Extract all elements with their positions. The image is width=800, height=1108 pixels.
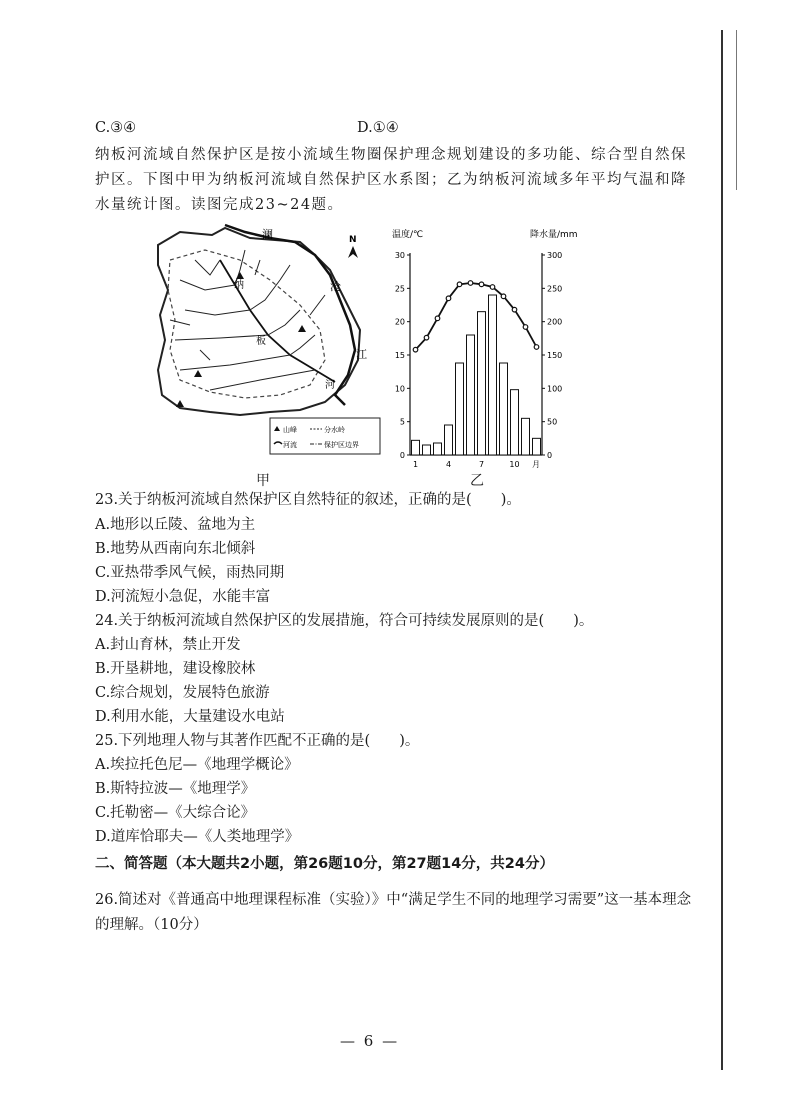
precipitation-bar xyxy=(412,440,420,455)
tributaries xyxy=(170,250,325,390)
q23-option-d: D.河流短小急促，水能丰富 xyxy=(95,589,271,605)
left-tick-label: 0 xyxy=(399,451,405,460)
legend-peak: 山峰 xyxy=(283,426,297,434)
temperature-point xyxy=(457,282,462,287)
protected-area-boundary xyxy=(168,250,325,398)
map-char-3: 江 xyxy=(356,348,367,361)
precipitation-bar xyxy=(478,312,486,455)
q24-stem: 24.关于纳板河流域自然保护区的发展措施，符合可持续发展原则的是( )。 xyxy=(95,613,594,629)
q23-option-b: B.地势从西南向东北倾斜 xyxy=(95,541,256,557)
precipitation-bar xyxy=(423,445,431,455)
scan-edge-line-secondary xyxy=(736,30,737,190)
temperature-point xyxy=(435,316,440,321)
map-legend xyxy=(270,418,380,454)
map-char-4: 纳 xyxy=(234,280,244,291)
right-tick-label: 50 xyxy=(547,417,558,427)
temperature-point xyxy=(523,325,528,330)
q25-option-a: A.埃拉托色尼—《地理学概论》 xyxy=(95,757,299,773)
map-char-1: 澜 xyxy=(262,228,273,241)
x-tick-label: 7 xyxy=(478,460,485,469)
q25-option-d: D.道库恰耶夫—《人类地理学》 xyxy=(95,829,300,845)
left-tick-label: 30 xyxy=(394,251,405,260)
precipitation-bar xyxy=(434,443,442,455)
temperature-point xyxy=(501,294,506,299)
q24-option-a: A.封山育林，禁止开发 xyxy=(95,637,241,653)
option-c-prev: C.③④ xyxy=(95,120,137,136)
precipitation-bar xyxy=(489,295,497,455)
left-tick-label: 15 xyxy=(394,351,405,360)
left-tick-label: 25 xyxy=(394,284,405,294)
temperature-point xyxy=(424,335,429,340)
right-tick-label: 0 xyxy=(547,451,553,460)
q25-stem: 25.下列地理人物与其著作匹配不正确的是( )。 xyxy=(95,733,420,749)
climate-chart xyxy=(380,225,580,473)
temperature-point xyxy=(534,345,539,350)
precipitation-bar xyxy=(522,418,530,455)
right-tick-label: 150 xyxy=(547,351,563,360)
chart-caption: 乙 xyxy=(470,473,484,489)
temperature-point xyxy=(512,307,517,312)
q23-option-c: C.亚热带季风气候，雨热同期 xyxy=(95,565,285,581)
q26-text: 26.简述对《普通高中地理课程标准（实验）》中“满足学生不同的地理学习需要”这一基本理念的理解。（10分） xyxy=(95,892,692,933)
right-tick-label: 300 xyxy=(547,251,563,260)
precipitation-bar xyxy=(467,335,475,455)
precipitation-bar xyxy=(456,363,464,455)
right-tick-label: 200 xyxy=(547,317,563,327)
temperature-point xyxy=(413,347,418,352)
map-char-6: 河 xyxy=(325,380,335,391)
legend-river: 河流 xyxy=(283,441,297,449)
option-d-prev: D.①④ xyxy=(357,120,399,136)
right-tick-label: 100 xyxy=(547,384,563,394)
precipitation-bar xyxy=(511,390,519,455)
q25-option-c: C.托勒密—《大综合论》 xyxy=(95,805,256,821)
chart-ylabel-left: 温度/℃ xyxy=(392,230,424,240)
right-tick-label: 250 xyxy=(547,284,563,294)
precipitation-bar xyxy=(533,438,541,455)
left-tick-label: 5 xyxy=(399,417,405,427)
x-tick-label: 1 xyxy=(412,460,419,469)
x-tick-label: 4 xyxy=(445,460,452,469)
chart-ylabel-right: 降水量/mm xyxy=(530,230,578,240)
map-caption: 甲 xyxy=(256,473,270,489)
legend-boundary: 保护区边界 xyxy=(324,441,359,449)
map-char-5: 板 xyxy=(256,336,266,347)
left-tick-label: 10 xyxy=(394,384,405,394)
section-heading: 二、简答题（本大题共2小题，第26题10分，第27题14分，共24分） xyxy=(95,856,554,872)
north-label: N xyxy=(349,235,357,245)
q25-option-b: B.斯特拉波—《地理学》 xyxy=(95,781,256,797)
river-system-map xyxy=(150,220,386,460)
temperature-line xyxy=(416,283,537,350)
scan-edge-line xyxy=(721,30,723,1070)
q24-option-b: B.开垦耕地，建设橡胶林 xyxy=(95,661,256,677)
q24-option-d: D.利用水能，大量建设水电站 xyxy=(95,709,285,725)
q23-stem: 23.关于纳板河流域自然保护区自然特征的叙述，正确的是( )。 xyxy=(95,492,521,508)
map-char-2: 沧 xyxy=(330,280,341,293)
q23-option-a: A.地形以丘陵、盆地为主 xyxy=(95,517,256,533)
temperature-point xyxy=(490,285,495,290)
temperature-point xyxy=(468,281,473,286)
precipitation-bar xyxy=(445,425,453,455)
precipitation-bar xyxy=(500,363,508,455)
intro-paragraph: 纳板河流域自然保护区是按小流域生物圈保护理念规划建设的多功能、综合型自然保护区。下图中甲为纳板河流域自然保护区水系图；乙为纳板河流域多年平均气温和降水量统计图。读图完成23~24题。 xyxy=(95,147,687,213)
q24-option-c: C.综合规划，发展特色旅游 xyxy=(95,685,270,701)
left-tick-label: 20 xyxy=(394,317,405,327)
temperature-point xyxy=(446,296,451,301)
temperature-point xyxy=(479,282,484,287)
x-tick-label: 月 xyxy=(532,460,540,469)
page-number: — 6 — xyxy=(340,1032,400,1050)
x-tick-label: 10 xyxy=(509,460,520,469)
north-arrow-icon xyxy=(348,246,358,258)
legend-divide: 分水岭 xyxy=(324,426,345,434)
